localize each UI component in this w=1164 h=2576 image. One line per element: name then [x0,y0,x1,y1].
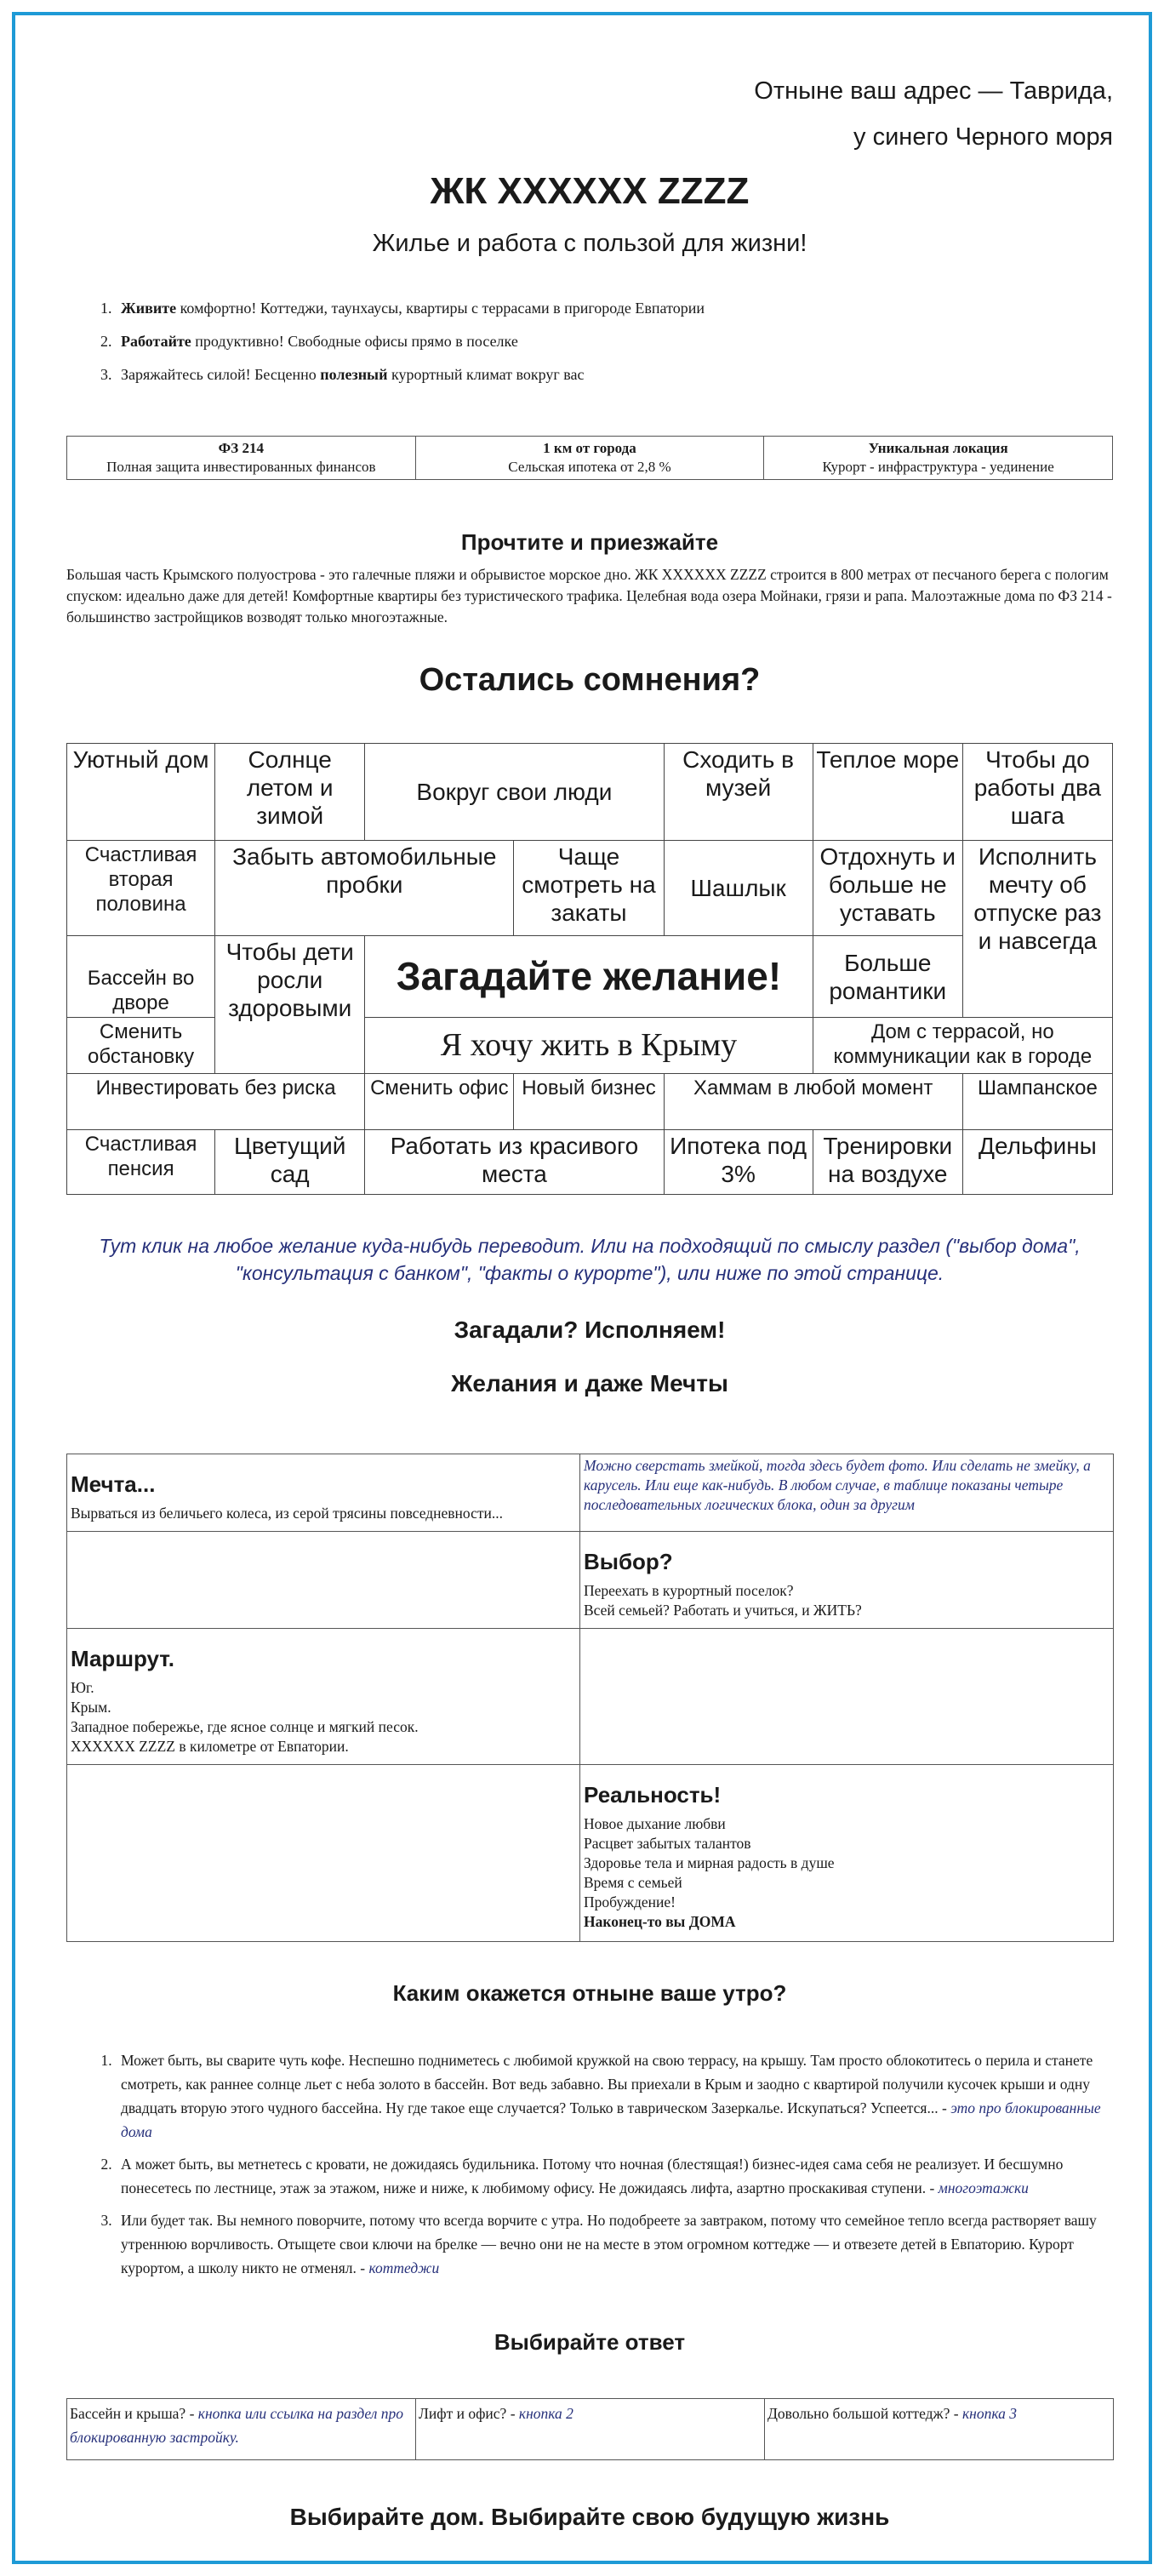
route-line: Юг. [71,1679,94,1696]
reality-line: Время с семьей [584,1874,682,1891]
reality-final: Наконец-то вы ДОМА [584,1913,736,1930]
answer-button-blocked[interactable]: кнопка или ссылка на раздел про блокированную застройку. [70,2405,403,2446]
morning-tag: коттеджи [368,2259,440,2276]
fact-title: 1 км от города [543,440,636,456]
slogan-line-2: у синего Черного моря [853,123,1113,151]
made-wish-title: Загадали? Исполняем! [454,1317,726,1343]
answer-cell [416,2399,765,2460]
benefit-item [116,300,1094,317]
wish-cozy-home[interactable]: Уютный дом [67,744,215,841]
dream-blocks-table [66,1454,1114,1942]
benefit-item [116,333,1094,350]
fact-text: Полная защита инвестированных финансов [106,459,376,475]
answer-cell [67,2399,416,2460]
facts-table [66,436,1113,480]
route-line: Западное побережье, где ясное солнце и мягкий песок. [71,1718,419,1735]
benefit-bold: Живите [121,300,177,317]
morning-tag: многоэтажки [938,2179,1029,2196]
slogan [517,68,1113,160]
choose-title: Выбирайте ответ [494,2329,686,2355]
wish-happy-pension[interactable]: Счастливая пенсия [67,1130,215,1195]
wish-beautiful-place[interactable]: Работать из красивого места [365,1130,664,1195]
fact-cell [67,437,416,480]
reality-block [580,1765,1114,1942]
benefit-bold: Работайте [121,333,191,350]
answer-text: Довольно большой коттедж? - [767,2405,962,2422]
dreams-title: Желания и даже Мечты [451,1370,728,1397]
route-line: XXXXXX ZZZZ в километре от Евпатории. [71,1738,349,1755]
answer-text: Бассейн и крыша? - [70,2405,198,2422]
wish-second-half[interactable]: Счастливая вторая половина [67,841,215,936]
wish-rest[interactable]: Отдохнуть и больше не уставать [813,841,962,936]
doubts-title: Остались сомнения? [419,662,761,698]
morning-title: Каким окажется отныне ваше утро? [392,1980,787,2006]
morning-text: А может быть, вы метнетесь с кровати, не дожидаясь будильника. Потому что ночная (блестящая!) бизнес-идея сама себя не реализует. И бесшумно понесетесь по лестнице, этаж за этажом, ниже и ниже, к любимому офису. Не дожидаясь лифта, азартно проскакивая ступени. - [121,2156,1064,2196]
wish-mortgage[interactable]: Ипотека под 3% [664,1130,813,1195]
answer-cell [765,2399,1114,2460]
fact-title: Уникальная локация [868,440,1008,456]
benefit-bold: полезный [320,366,388,383]
wish-terrace-house[interactable]: Дом с террасой, но коммуникации как в городе [813,1018,1112,1074]
morning-item [116,2048,1113,2144]
wish-warm-sea[interactable]: Теплое море [813,744,962,841]
final-slogan: Выбирайте дом. Выбирайте свою будущую жизнь [289,2504,890,2530]
wish-own-people[interactable]: Вокруг свои люди [365,744,664,841]
answer-text: Лифт и офис? - [419,2405,519,2422]
benefit-item [116,366,1094,383]
read-section-title: Прочтите и приезжайте [460,529,719,555]
fact-text: Курорт - инфраструктура - уединение [822,459,1054,475]
design-note-block [580,1454,1114,1532]
route-title: Маршрут. [71,1646,174,1671]
choice-title: Выбор? [584,1549,673,1574]
wish-outdoor[interactable]: Тренировки на воздухе [813,1130,962,1195]
wish-dolphins[interactable]: Дельфины [962,1130,1112,1195]
fact-text: Сельская ипотека от 2,8 % [508,459,671,475]
wish-hammam[interactable]: Хаммам в любой момент [664,1074,962,1130]
wishes-grid [66,743,1113,1195]
slogan-line-1: Отныне ваш адрес — Таврида, [754,77,1113,105]
reality-line: Пробуждение! [584,1893,676,1911]
wish-kids[interactable]: Чтобы дети росли здоровыми [215,936,365,1074]
morning-text: Может быть, вы сварите чуть кофе. Неспешно подниметесь с любимой кружкой на свою террасу, на крышу. Там просто облокотитесь о перила и станете смотреть, как раннее солнце льет с неба золото в бассейн. Вот ведь забавно. Вы приехали в Крым и заодно с квартирой получили кусочек крыши и одну двадцать вторую этого чудного бассейна. Ну где такое еще случается? Только в таврическом Зазеркалье. Искупаться? Успеется... - [121,2052,1093,2116]
benefit-text: Заряжайтесь силой! Бесценно [121,366,321,383]
page-subtitle: Жилье и работа с пользой для жизни! [372,230,807,257]
wish-champagne[interactable]: Шампанское [962,1074,1112,1130]
dream-text: Вырваться из беличьего колеса, из серой трясины повседневности... [71,1505,504,1522]
wish-shashlik[interactable]: Шашлык [664,841,813,936]
wish-museum[interactable]: Сходить в музей [664,744,813,841]
wish-invest[interactable]: Инвестировать без риска [67,1074,365,1130]
wish-change-office[interactable]: Сменить офис [365,1074,514,1130]
answer-button-office[interactable]: кнопка 2 [518,2405,573,2422]
choice-line: Всей семьей? Работать и учиться, и ЖИТЬ? [584,1602,862,1619]
wish-sun[interactable]: Солнце летом и зимой [215,744,365,841]
wish-two-steps[interactable]: Чтобы до работы два шага [962,744,1112,841]
dream-title: Мечта... [71,1471,156,1497]
wish-forget-cars[interactable]: Забыть автомобильные пробки [215,841,514,936]
wish-new-business[interactable]: Новый бизнес [514,1074,664,1130]
wishes-note: Тут клик на любое желание куда-нибудь переводит. Или на подходящий по смыслу раздел ("выбор дома", "консультация с банком", "факты о курорте"), или ниже по этой странице. [99,1235,1081,1284]
wish-pool[interactable]: Бассейн во дворе [67,936,215,1018]
benefit-text: комфортно! Коттеджи, таунхаусы, квартиры с террасами в пригороде Евпатории [176,300,705,317]
wish-garden[interactable]: Цветущий сад [215,1130,365,1195]
benefit-text: продуктивно! Свободные офисы прямо в поселке [191,333,518,350]
fact-cell [764,437,1113,480]
route-block [67,1629,580,1765]
wish-sunsets[interactable]: Чаще смотреть на закаты [514,841,664,936]
empty-photo-cell [67,1532,580,1629]
benefits-list [116,300,1094,399]
read-section-text: Большая часть Крымского полуострова - это галечные пляжи и обрывистое морское дно. ЖК XXXXXX ZZZZ строится в 800 метрах от песчаного берега с пологим спуском: идеально даже для детей! Комфортные квартиры без туристического трафика. Целебная вода озера Мойнаки, грязи и рапа. Малоэтажные дома по ФЗ 214 - большинство застройщиков возводят только многоэтажные. [66,566,1112,625]
wish-change-scene[interactable]: Сменить обстановку [67,1018,215,1074]
morning-item [116,2208,1113,2280]
choice-block [580,1532,1114,1629]
reality-line: Новое дыхание любви [584,1815,726,1832]
choice-line: Переехать в курортный поселок? [584,1582,794,1599]
reality-line: Здоровье тела и мирная радость в душе [584,1854,835,1871]
morning-item [116,2152,1113,2200]
wish-live-crimea[interactable]: Я хочу жить в Крыму [365,1018,813,1074]
design-note: Можно сверстать змейкой, тогда здесь будет фото. Или сделать не змейку, а карусель. Или еще как-нибудь. В любом случае, в таблице показаны четыре последовательных логических блока, один за другим [584,1457,1091,1513]
answer-button-cottage[interactable]: кнопка 3 [961,2405,1017,2422]
benefit-text: курортный климат вокруг вас [387,366,585,383]
reality-line: Расцвет забытых талантов [584,1835,751,1852]
morning-tag: это про блокированные дома [121,2099,1101,2140]
make-wish-heading: Загадайте желание! [365,936,813,1018]
morning-text: Или будет так. Вы немного поворчите, потому что всегда ворчите с утра. Но подобреете за завтраком, потому что семейное тепло всегда растворяет вашу утреннюю ворчливость. Отыщете свои ключи на брелке — вечно они не на месте в этом огромном коттедже — и отвезете детей в Евпаторию. Курорт курортом, а школу никто не отменял. - [121,2212,1097,2276]
route-line: Крым. [71,1699,111,1716]
wish-more-romance[interactable]: Больше романтики [813,936,962,1018]
reality-title: Реальность! [584,1782,722,1808]
empty-photo-cell [580,1629,1114,1765]
morning-list [116,2048,1113,2288]
dream-block [67,1454,580,1532]
empty-photo-cell [67,1765,580,1942]
wish-dream-vacation[interactable]: Исполнить мечту об отпуске раз и навсегда [962,841,1112,1018]
answers-table [66,2398,1114,2460]
fact-cell [415,437,764,480]
page-title: ЖК XXXXXX ZZZZ [430,170,750,212]
fact-title: ФЗ 214 [218,440,264,456]
